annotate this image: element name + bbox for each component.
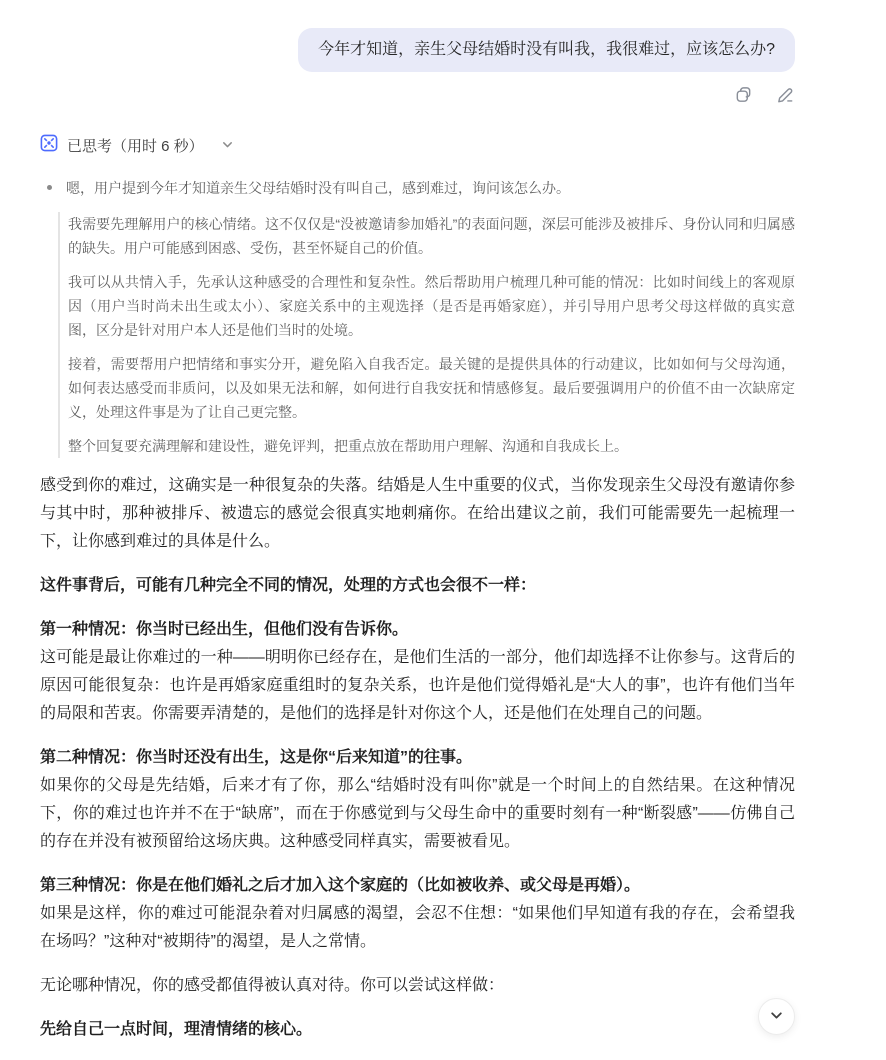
- answer-body: [40, 472, 795, 1044]
- thinking-paragraph: 整个回复要充满理解和建设性，避免评判，把重点放在帮助用户理解、沟通和自我成长上。: [68, 438, 628, 454]
- edit-icon: [776, 85, 795, 104]
- edit-button[interactable]: [775, 84, 795, 104]
- scroll-to-bottom-button[interactable]: [758, 998, 795, 1035]
- thinking-paragraph: 接着，需要帮用户把情绪和事实分开，避免陷入自我否定。最关键的是提供具体的行动建议，比如如何与父母沟通，如何表达感受而非质问，以及如果无法和解，如何进行自我安抚和情感修复。最后要强调用户的价值不由一次缺席定义，处理这件事是为了让自己更完整。: [68, 356, 795, 420]
- thinking-paragraph: 我需要先理解用户的核心情绪。这不仅仅是“没被邀请参加婚礼”的表面问题，深层可能涉及被排斥、身份认同和归属感的缺失。用户可能感到困惑、受伤，甚至怀疑自己的价值。: [68, 216, 795, 256]
- deepthink-icon: [40, 134, 58, 156]
- answer-block: 第三种情况：你是在他们婚礼之后才加入这个家庭的（比如被收养、或父母是再婚）。 如果是这样，你的难过可能混杂着对归属感的渴望，会忍不住想：“如果他们早知道有我的存在，会希望我在场吗？”这种对“被期待”的渴望，是人之常情。: [40, 872, 795, 956]
- chevron-down-icon: [769, 1008, 784, 1026]
- message-actions: [40, 84, 795, 104]
- chevron-down-icon: [221, 138, 234, 155]
- answer-block: 无论哪种情况，你的感受都值得被认真对待。你可以尝试这样做：: [40, 977, 505, 994]
- user-message-bubble: 今年才知道，亲生父母结婚时没有叫我，我很难过，应该怎么办?: [298, 28, 795, 72]
- copy-icon: [734, 85, 753, 104]
- answer-block: 这件事背后，可能有几种完全不同的情况，处理的方式也会很不一样：: [40, 577, 537, 594]
- answer-block: 感受到你的难过，这确实是一种很复杂的失落。结婚是人生中重要的仪式，当你发现亲生父母没有邀请你参与其中时，那种被排斥、被遗忘的感觉会很真实地刺痛你。在给出建议之前，我们可能需要先一起梳理一下，让你感到难过的具体是什么。: [40, 477, 795, 550]
- user-message-row: [40, 28, 795, 72]
- thinking-paragraph: 我可以从共情入手，先承认这种感受的合理性和复杂性。然后帮助用户梳理几种可能的情况：比如时间线上的客观原因（用户当时尚未出生或太小）、家庭关系中的主观选择（是否是再婚家庭），并引导用户思考父母这样做的真实意图，区分是针对用户本人还是他们当时的处境。: [68, 274, 795, 338]
- answer-block: 先给自己一点时间，理清情绪的核心。: [40, 1021, 313, 1038]
- section-title: 第三种情况：你是在他们婚礼之后才加入这个家庭的（比如被收养、或父母是再婚）。: [40, 877, 641, 894]
- thinking-header-label: 已思考（用时 6 秒）: [67, 137, 204, 155]
- thinking-paragraphs: [58, 212, 795, 458]
- answer-block: 第一种情况：你当时已经出生，但他们没有告诉你。 这可能是最让你难过的一种——明明你已经存在，是他们生活的一部分，他们却选择不让你参与。这背后的原因可能很复杂：也许是再婚家庭重组时的复杂关系，也许是他们觉得婚礼是“大人的事”，也许有他们当年的局限和苦衷。你需要弄清楚的，是他们的选择是针对你这个人，还是他们在处理自己的问题。: [40, 616, 795, 728]
- thinking-bullet: 嗯，用户提到今年才知道亲生父母结婚时没有叫自己，感到难过，询问该怎么办。: [40, 176, 795, 200]
- section-title: 第一种情况：你当时已经出生，但他们没有告诉你。: [40, 621, 409, 638]
- chat-content: [40, 0, 795, 1060]
- answer-block: 第二种情况：你当时还没有出生，这是你“后来知道”的往事。 如果你的父母是先结婚，后来才有了你，那么“结婚时没有叫你”就是一个时间上的自然结果。在这种情况下，你的难过也许并不在于“缺席”，而在于你感觉到与父母生命中的重要时刻有一种“断裂感”——仿佛自己的存在并没有被预留给这场庆典。这种感受同样真实，需要被看见。: [40, 744, 795, 856]
- copy-button[interactable]: [733, 84, 753, 104]
- thinking-toggle[interactable]: [40, 134, 234, 156]
- section-title: 第二种情况：你当时还没有出生，这是你“后来知道”的往事。: [40, 749, 473, 766]
